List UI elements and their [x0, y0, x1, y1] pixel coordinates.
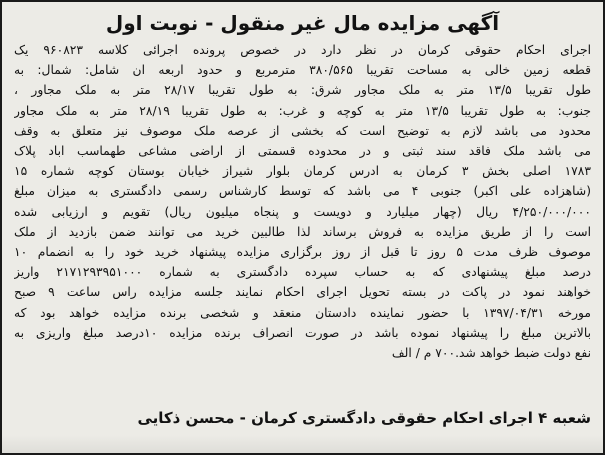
- body-line: جنوب: به طول تقریبا ۱۳/۵ متر به کوچه و غرب: به طول تقریبا ۲۸/۱۹ متر به ملک مجاور: [14, 103, 591, 118]
- body-line: خواهند نمود در پاکت در بسته تحویل اجرای احکام نمایند جلسه مزایده راس ساعت ۹ صبح: [14, 285, 591, 300]
- body-line: درصد مبلغ پیشنهادی که به حساب سپرده دادگستری به شماره ۲۱۷۱۲۹۳۹۵۱۰۰۰ واریز: [14, 265, 591, 280]
- body-line: بالاترین مبلغ را پیشنهاد نموده باشد در صورت انصراف برنده مزایده ۱۰درصد مبلغ واریزی به: [14, 325, 591, 340]
- body-line: ۱۷۸۳ اصلی بخش ۳ کرمان به ادرس کرمان بلوار شیراز خیابان بوستان کوچه شماره ۱۵: [14, 164, 591, 179]
- notice-title: آگهی مزایده مال غیر منقول - نوبت اول: [105, 11, 500, 35]
- body-line: موصوف ظرف مدت ۵ روز تا قبل از روز برگزاری مزایده پیشنهاد خرید خود را به انضمام ۱۰: [14, 245, 591, 260]
- body-line: قطعه زمین خالی به مساحت تقریبا ۳۸۰/۵۶۵ مترمربع و حدود اربعه ان شامل: شمال: به: [14, 63, 591, 78]
- notice-body: [14, 40, 591, 363]
- body-line: محدود می باشد لازم به توضیح است که بخشی از عرصه ملک موصوف نیز متعلق به وقف: [14, 123, 591, 138]
- body-line: است را از طریق مزایده به فروش برساند لذا طالبین خرید می توانند ضمن بازدید از ملک: [14, 224, 591, 239]
- signature-line: شعبه ۴ اجرای احکام حقوقی دادگستری کرمان - محسن ذکایی: [137, 409, 591, 427]
- paper-shadow: [2, 435, 603, 453]
- body-line: نفع دولت ضبط خواهد شد.۷۰۰ م / الف: [391, 346, 591, 361]
- body-line: (شاهزاده علی اکبر) جنوبی ۴ می باشد که توسط کارشناس رسمی دادگستری به میزان مبلغ: [14, 184, 591, 199]
- body-line: می باشد ملک فاقد سند ثبتی و در محدوده قسمتی از اراضی مشاعی طهماسب اباد پلاک: [14, 144, 591, 159]
- body-line: اجرای احکام حقوقی کرمان در نظر دارد در خصوص پرونده اجرائی کلاسه ۹۶۰۸۲۳ یک: [14, 43, 591, 57]
- body-line: طول تقریبا ۱۳/۵ متر به ملک مجاور شرق: به طول تقریبا ۲۸/۱۷ متر به ملک مجاور ،: [14, 83, 591, 98]
- body-line: مورخه ۱۳۹۷/۰۴/۳۱ با حضور نماینده دادستان منعقد و شخصی برنده مزایده خواهد بود که: [14, 305, 591, 320]
- body-line: ۴/۲۵۰/۰۰۰/۰۰۰ ریال (چهار میلیارد و دویست و پنجاه میلیون ریال) تقویم و ارزیابی شده: [14, 204, 591, 219]
